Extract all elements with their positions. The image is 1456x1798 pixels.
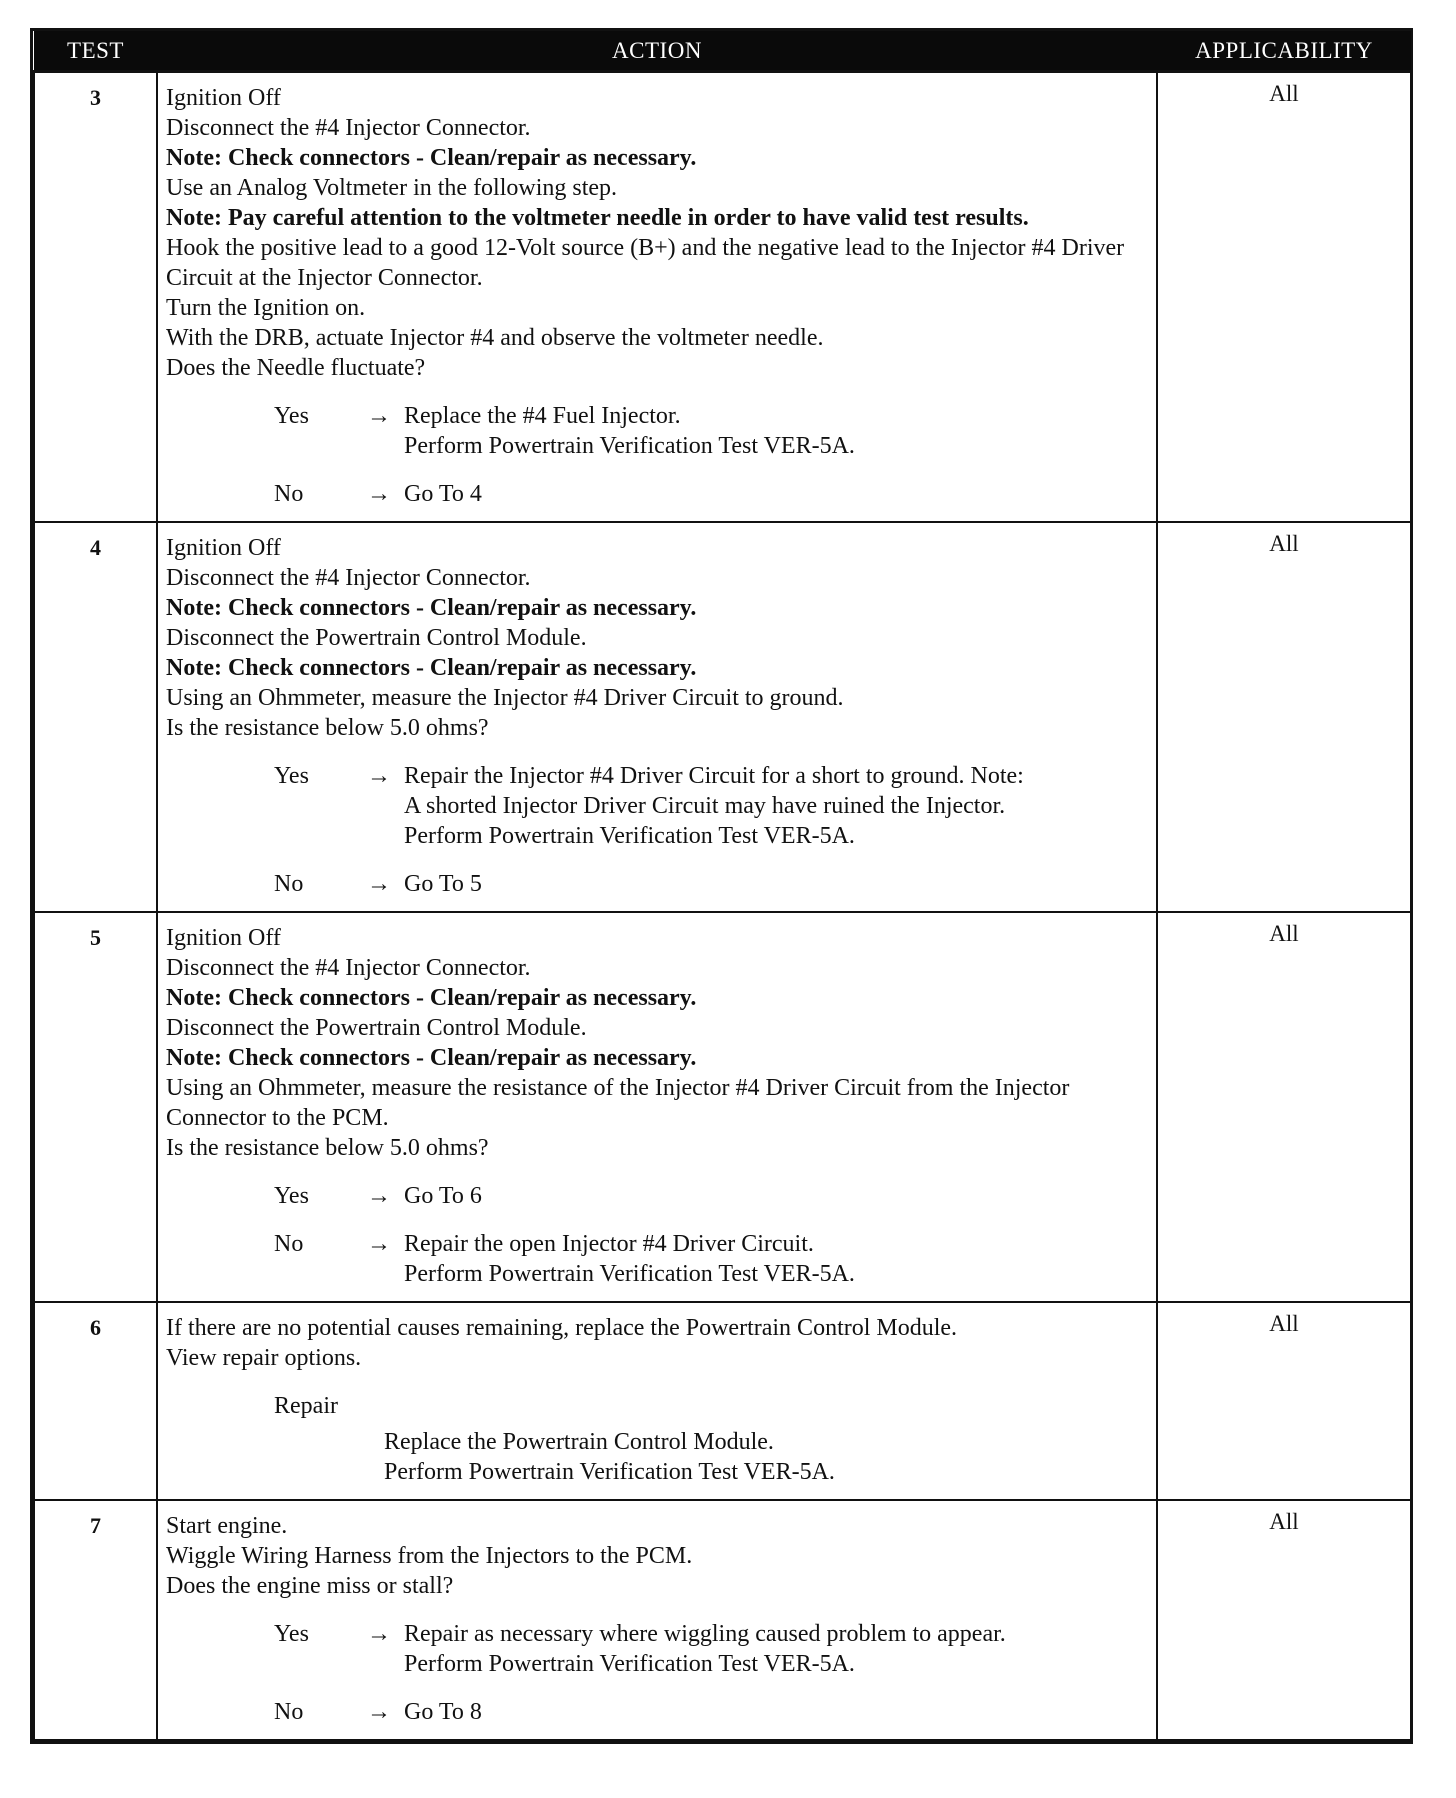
- yes-result: [404, 761, 1150, 851]
- yes-branch: [166, 1181, 1150, 1211]
- action-step: Turn the Ignition on.: [166, 295, 366, 321]
- action-cell: [157, 1302, 1157, 1500]
- test-number: 4: [34, 522, 157, 912]
- action-step: Using an Ohmmeter, measure the resistance of the Injector #4 Driver Circuit from the Injector Connector to the PCM.: [166, 1075, 1070, 1131]
- action-step: With the DRB, actuate Injector #4 and observe the voltmeter needle.: [166, 325, 824, 351]
- action-note: Note: Check connectors - Clean/repair as necessary.: [166, 985, 697, 1011]
- result-line: Repair as necessary where wiggling caused problem to appear.: [404, 1621, 1006, 1647]
- action-step: Is the resistance below 5.0 ohms?: [166, 1135, 489, 1161]
- no-branch: [166, 1229, 1150, 1289]
- result-line: Replace the #4 Fuel Injector.: [404, 403, 681, 429]
- action-note: Note: Check connectors - Clean/repair as necessary.: [166, 1045, 697, 1071]
- action-step: Disconnect the #4 Injector Connector.: [166, 955, 531, 981]
- action-step: Wiggle Wiring Harness from the Injectors to the PCM.: [166, 1543, 693, 1569]
- table-row: [34, 912, 1411, 1302]
- yes-label: Yes: [274, 1621, 309, 1647]
- action-cell: [157, 912, 1157, 1302]
- right-arrow-icon: →: [367, 1183, 391, 1209]
- header-applicability: APPLICABILITY: [1157, 31, 1411, 72]
- right-arrow-icon: →: [367, 1231, 391, 1257]
- applicability: All: [1157, 522, 1411, 912]
- action-note: Note: Check connectors - Clean/repair as necessary.: [166, 655, 697, 681]
- no-result: [404, 869, 1150, 899]
- action-step: Ignition Off: [166, 535, 281, 561]
- test-number: 3: [34, 72, 157, 523]
- right-arrow-icon: →: [367, 871, 391, 897]
- action-step: Does the engine miss or stall?: [166, 1573, 454, 1599]
- action-step: View repair options.: [166, 1345, 362, 1371]
- yes-label: Yes: [274, 1183, 309, 1209]
- result-line: Go To 8: [404, 1699, 482, 1725]
- right-arrow-icon: →: [367, 481, 391, 507]
- table-body: [34, 72, 1411, 1741]
- yes-branch: [166, 761, 1150, 851]
- action-step: Using an Ohmmeter, measure the Injector #4 Driver Circuit to ground.: [166, 685, 844, 711]
- repair-label: Repair: [274, 1393, 338, 1419]
- action-step: Does the Needle fluctuate?: [166, 355, 426, 381]
- action-note: Note: Pay careful attention to the voltmeter needle in order to have valid test results.: [166, 205, 1029, 231]
- no-result: [404, 479, 1150, 509]
- result-line: Replace the Powertrain Control Module.: [384, 1429, 774, 1455]
- action-step: Use an Analog Voltmeter in the following step.: [166, 175, 618, 201]
- result-line: Perform Powertrain Verification Test VER-5A.: [404, 823, 855, 849]
- action-cell: [157, 522, 1157, 912]
- right-arrow-icon: →: [367, 1621, 391, 1647]
- action-step: Start engine.: [166, 1513, 288, 1539]
- no-result: [404, 1697, 1150, 1727]
- action-step: Disconnect the #4 Injector Connector.: [166, 115, 531, 141]
- action-step: Disconnect the #4 Injector Connector.: [166, 565, 531, 591]
- table-row: [34, 1302, 1411, 1500]
- applicability: All: [1157, 72, 1411, 523]
- applicability: All: [1157, 1302, 1411, 1500]
- repair-result: [384, 1427, 1150, 1487]
- right-arrow-icon: →: [367, 1699, 391, 1725]
- applicability: All: [1157, 912, 1411, 1302]
- result-line: Go To 6: [404, 1183, 482, 1209]
- action-step: Disconnect the Powertrain Control Module.: [166, 1015, 587, 1041]
- header-test: TEST: [34, 31, 157, 72]
- action-note: Note: Check connectors - Clean/repair as necessary.: [166, 595, 697, 621]
- test-number: 6: [34, 1302, 157, 1500]
- result-line: Perform Powertrain Verification Test VER-5A.: [384, 1459, 835, 1485]
- result-line: Repair the open Injector #4 Driver Circuit.: [404, 1231, 814, 1257]
- action-step: Hook the positive lead to a good 12-Volt source (B+) and the negative lead to the Injector #4 Driver Circuit at the Injector Connector.: [166, 235, 1125, 291]
- table-header: [34, 31, 1411, 72]
- no-label: No: [274, 871, 304, 897]
- result-line: Perform Powertrain Verification Test VER-5A.: [404, 433, 855, 459]
- no-result: [404, 1229, 1150, 1289]
- diagnostic-test-table: [30, 28, 1413, 1744]
- action-step: Ignition Off: [166, 925, 281, 951]
- table-row: [34, 1500, 1411, 1740]
- right-arrow-icon: →: [367, 763, 391, 789]
- applicability: All: [1157, 1500, 1411, 1740]
- action-cell: [157, 1500, 1157, 1740]
- table-row: [34, 72, 1411, 523]
- action-note: Note: Check connectors - Clean/repair as necessary.: [166, 145, 697, 171]
- result-line: Go To 4: [404, 481, 482, 507]
- yes-branch: [166, 1619, 1150, 1679]
- result-line: A shorted Injector Driver Circuit may have ruined the Injector.: [404, 793, 1006, 819]
- no-label: No: [274, 481, 304, 507]
- test-number: 7: [34, 1500, 157, 1740]
- result-line: Repair the Injector #4 Driver Circuit for a short to ground. Note:: [404, 763, 1024, 789]
- yes-result: [404, 1181, 1150, 1211]
- yes-label: Yes: [274, 403, 309, 429]
- result-line: Perform Powertrain Verification Test VER-5A.: [404, 1261, 855, 1287]
- no-branch: [166, 479, 1150, 509]
- yes-branch: [166, 401, 1150, 461]
- table-row: [34, 522, 1411, 912]
- no-branch: [166, 869, 1150, 899]
- action-step: Is the resistance below 5.0 ohms?: [166, 715, 489, 741]
- no-label: No: [274, 1699, 304, 1725]
- action-step: Disconnect the Powertrain Control Module.: [166, 625, 587, 651]
- result-line: Perform Powertrain Verification Test VER-5A.: [404, 1651, 855, 1677]
- test-number: 5: [34, 912, 157, 1302]
- yes-result: [404, 1619, 1150, 1679]
- yes-result: [404, 401, 1150, 461]
- test-table: [33, 31, 1412, 1741]
- no-branch: [166, 1697, 1150, 1727]
- no-label: No: [274, 1231, 304, 1257]
- header-action: ACTION: [157, 31, 1157, 72]
- right-arrow-icon: →: [367, 403, 391, 429]
- result-line: Go To 5: [404, 871, 482, 897]
- yes-label: Yes: [274, 763, 309, 789]
- action-step: If there are no potential causes remaining, replace the Powertrain Control Module.: [166, 1315, 958, 1341]
- action-step: Ignition Off: [166, 85, 281, 111]
- action-cell: [157, 72, 1157, 523]
